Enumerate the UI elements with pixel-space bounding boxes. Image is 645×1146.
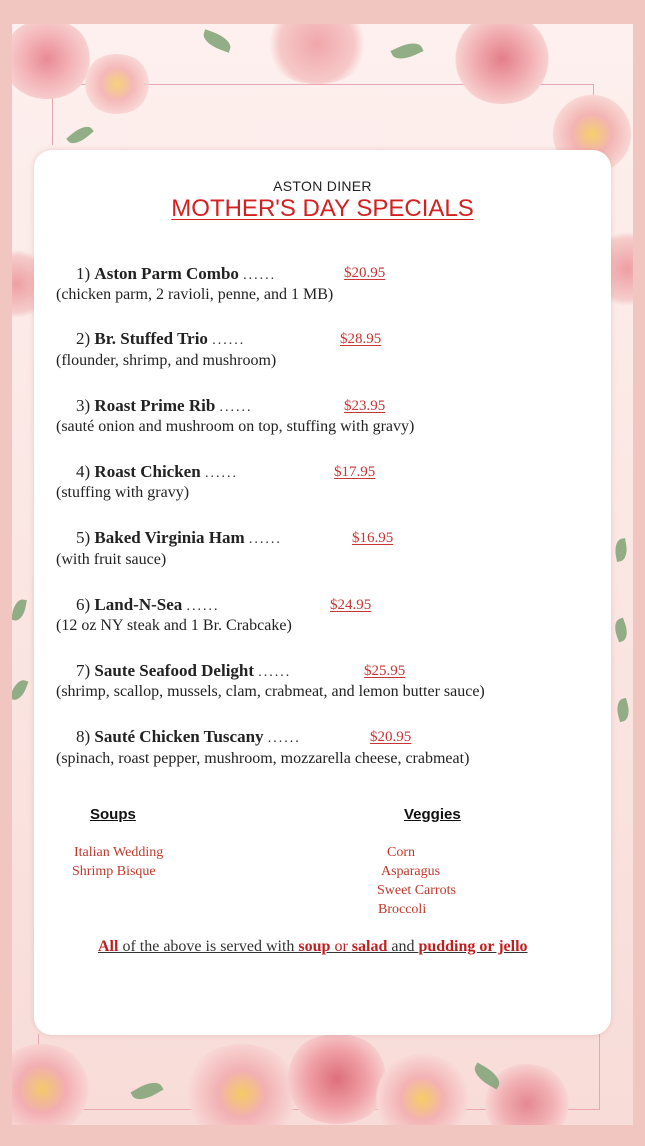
menu-item-name <box>76 595 220 615</box>
dot-leader: ...... <box>212 333 246 348</box>
item-description: (stuffing with gravy) <box>56 484 190 501</box>
veggies-heading: Veggies <box>404 806 461 823</box>
item-description: (with fruit sauce) <box>56 551 167 568</box>
note-pudding: pudding or jello <box>418 938 528 955</box>
note-all: All <box>98 938 119 955</box>
item-description: (spinach, roast pepper, mushroom, mozzarella cheese, crabmeat) <box>56 750 470 767</box>
item-title: Roast Chicken <box>94 462 201 481</box>
leaf-icon <box>12 598 27 622</box>
item-number: 6) <box>76 595 91 614</box>
item-description: (shrimp, scallop, mussels, clam, crabmeat, and lemon butter sauce) <box>56 683 485 700</box>
dot-leader: ...... <box>204 466 238 481</box>
dot-leader: ...... <box>267 731 301 746</box>
menu-item-name <box>76 264 276 284</box>
item-number: 7) <box>76 661 91 680</box>
dot-leader: ...... <box>186 599 220 614</box>
soups-heading: Soups <box>90 806 136 823</box>
item-price: $20.95 <box>344 265 386 281</box>
leaf-icon <box>390 38 423 63</box>
item-title: Aston Parm Combo <box>94 264 239 283</box>
soup-item: Shrimp Bisque <box>72 864 156 879</box>
note-and: and <box>387 938 419 955</box>
menu-item-name <box>76 462 238 482</box>
item-price: $23.95 <box>344 398 386 414</box>
item-price: $24.95 <box>330 597 372 613</box>
menu-item-name <box>76 661 291 681</box>
item-price: $17.95 <box>334 464 376 480</box>
menu-item-name <box>76 329 245 349</box>
item-price: $28.95 <box>340 331 382 347</box>
dot-leader: ...... <box>248 532 282 547</box>
soup-item: Italian Wedding <box>74 845 164 860</box>
item-number: 1) <box>76 264 91 283</box>
item-title: Roast Prime Rib <box>94 396 216 415</box>
item-number: 3) <box>76 396 91 415</box>
leaf-icon <box>612 618 631 643</box>
item-number: 8) <box>76 727 91 746</box>
note-or: or <box>330 938 352 955</box>
menu-item-name <box>76 727 301 747</box>
leaf-icon <box>12 678 28 703</box>
leaf-icon <box>201 29 234 52</box>
page-title: MOTHER'S DAY SPECIALS <box>171 195 474 222</box>
item-price: $25.95 <box>364 663 406 679</box>
veggie-item: Corn <box>387 845 415 860</box>
item-title: Br. Stuffed Trio <box>94 329 208 348</box>
item-number: 4) <box>76 462 91 481</box>
item-description: (12 oz NY steak and 1 Br. Crabcake) <box>56 617 292 634</box>
restaurant-name: ASTON DINER <box>273 178 372 194</box>
dot-leader: ...... <box>219 400 253 415</box>
veggie-item: Sweet Carrots <box>377 883 456 898</box>
item-title: Baked Virginia Ham <box>94 528 245 547</box>
item-description: (flounder, shrimp, and mushroom) <box>56 352 277 369</box>
served-with-note <box>98 938 528 956</box>
leaf-icon <box>613 538 629 562</box>
item-description: (sauté onion and mushroom on top, stuffing with gravy) <box>56 418 415 435</box>
item-title: Sauté Chicken Tuscany <box>94 727 264 746</box>
flower-icon <box>82 54 152 114</box>
menu-item-name <box>76 528 282 548</box>
veggie-item: Asparagus <box>381 864 441 879</box>
item-description: (chicken parm, 2 ravioli, penne, and 1 MB) <box>56 286 334 303</box>
item-number: 2) <box>76 329 91 348</box>
item-title: Saute Seafood Delight <box>94 661 255 680</box>
veggie-item: Broccoli <box>378 902 427 917</box>
leaf-icon <box>614 698 631 722</box>
item-price: $16.95 <box>352 530 394 546</box>
note-soup: soup <box>298 938 331 955</box>
item-price: $20.95 <box>370 729 412 745</box>
flower-icon <box>262 24 372 84</box>
item-title: Land-N-Sea <box>94 595 183 614</box>
note-text: of the above is served with <box>118 938 299 955</box>
item-number: 5) <box>76 528 91 547</box>
dot-leader: ...... <box>258 665 292 680</box>
dot-leader: ...... <box>243 268 277 283</box>
note-salad: salad <box>351 938 388 955</box>
menu-item-name <box>76 396 253 416</box>
